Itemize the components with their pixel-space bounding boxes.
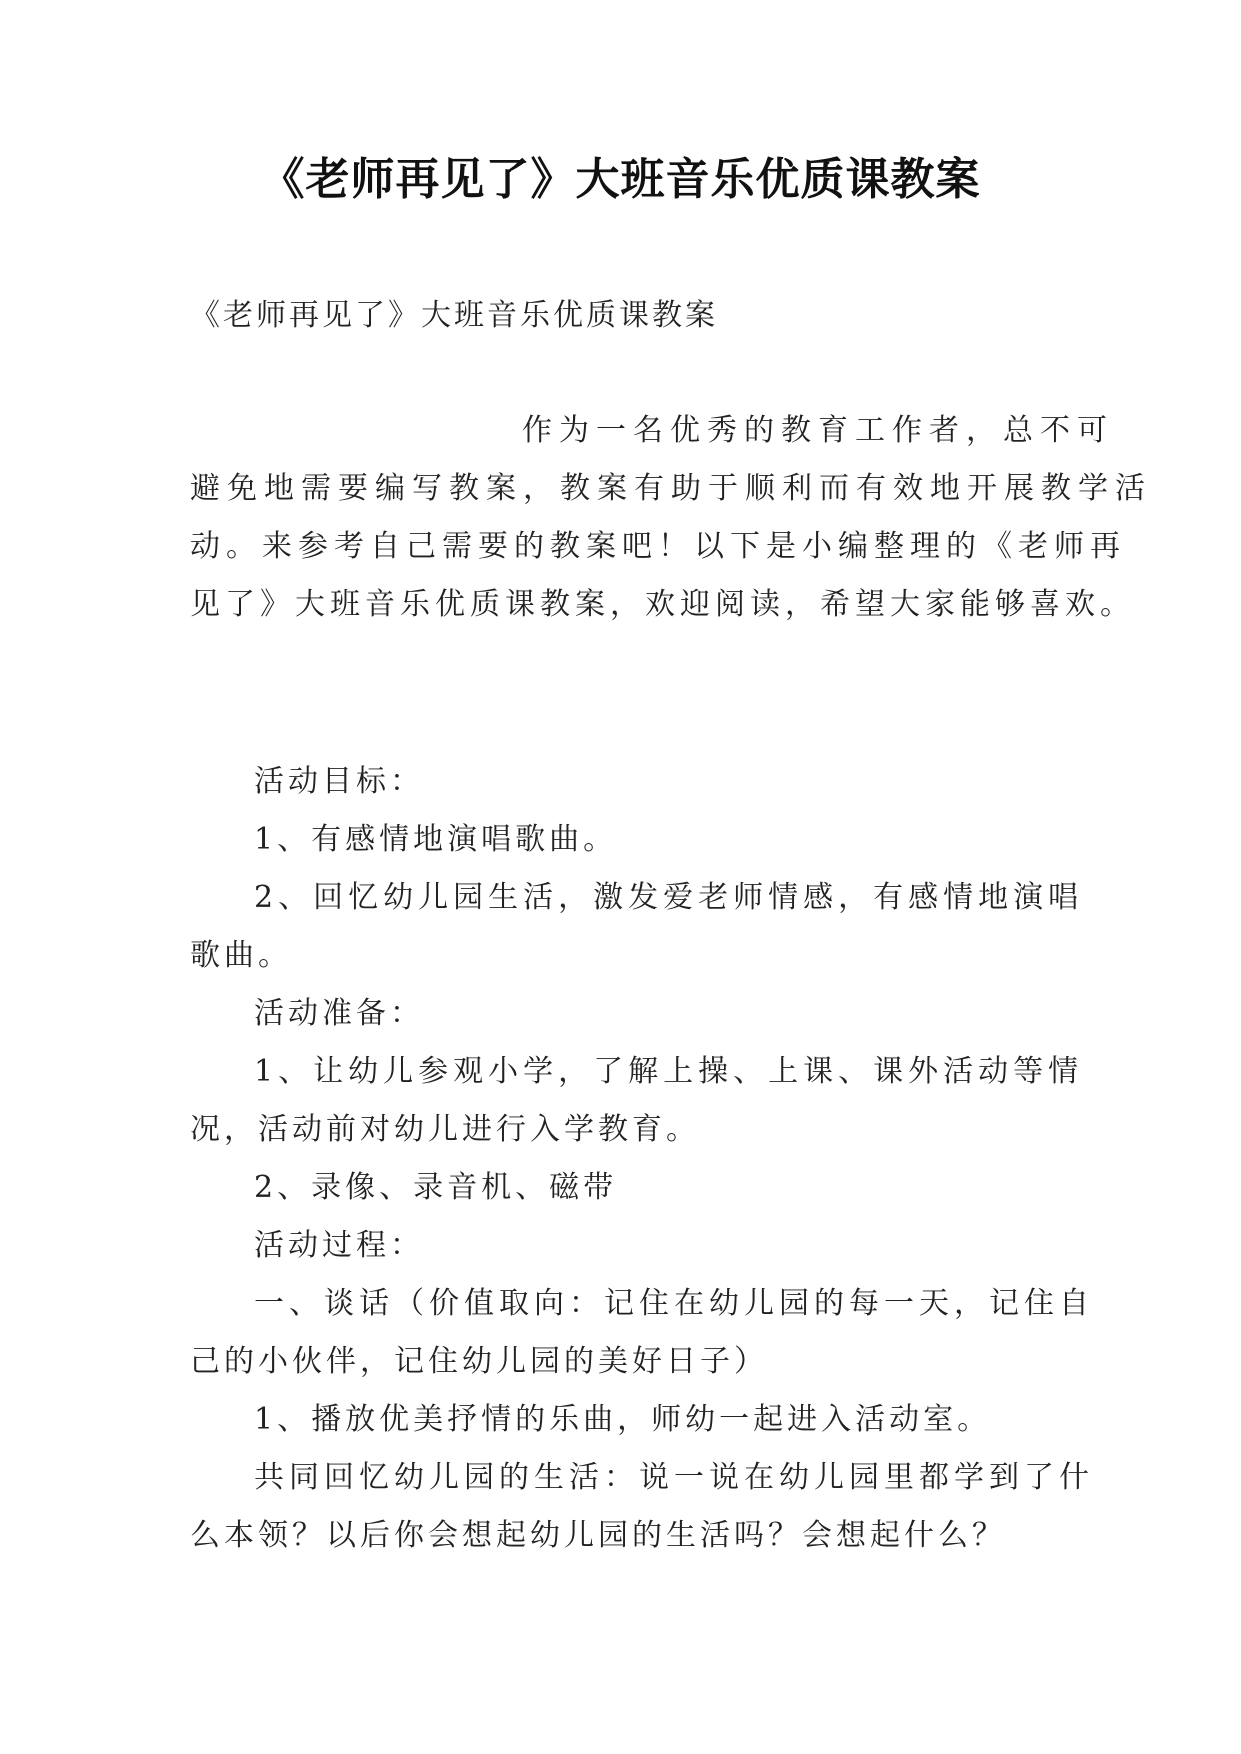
intro-paragraph-line: 见了》大班音乐优质课教案，欢迎阅读，希望大家能够喜欢。: [190, 587, 1135, 622]
intro-paragraph-line: 避免地需要编写教案，教案有助于顺利而有效地开展教学活: [190, 471, 1152, 506]
body-text-line: 2、录像、录音机、磁带: [254, 1170, 618, 1205]
body-text-line: 1、播放优美抒情的乐曲，师幼一起进入活动室。: [254, 1402, 992, 1437]
body-text-line: 歌曲。: [190, 938, 292, 973]
document-subtitle: 《老师再见了》大班音乐优质课教案: [190, 298, 718, 333]
body-text-line: 么本领？以后你会想起幼儿园的生活吗？会想起什么？: [190, 1518, 1006, 1553]
section-heading-goals: 活动目标：: [254, 764, 424, 799]
intro-paragraph-line: 动。来参考自己需要的教案吧！以下是小编整理的《老师再: [190, 529, 1126, 564]
body-text-line: 1、让幼儿参观小学，了解上操、上课、课外活动等情: [254, 1054, 1084, 1089]
intro-paragraph-line: 作为一名优秀的教育工作者，总不可: [522, 413, 1114, 448]
body-text-line: 共同回忆幼儿园的生活：说一说在幼儿园里都学到了什: [254, 1460, 1094, 1495]
body-text-line: 一、谈话（价值取向：记住在幼儿园的每一天，记住自: [254, 1286, 1094, 1321]
body-text-line: 1、有感情地演唱歌曲。: [254, 822, 618, 857]
body-text-line: 己的小伙伴，记住幼儿园的美好日子）: [190, 1344, 768, 1379]
document-title: 《老师再见了》大班音乐优质课教案: [260, 154, 981, 205]
section-heading-preparation: 活动准备：: [254, 996, 424, 1031]
section-heading-process: 活动过程：: [254, 1228, 424, 1263]
body-text-line: 况，活动前对幼儿进行入学教育。: [190, 1112, 700, 1147]
body-text-line: 2、回忆幼儿园生活，激发爱老师情感，有感情地演唱: [254, 880, 1084, 915]
